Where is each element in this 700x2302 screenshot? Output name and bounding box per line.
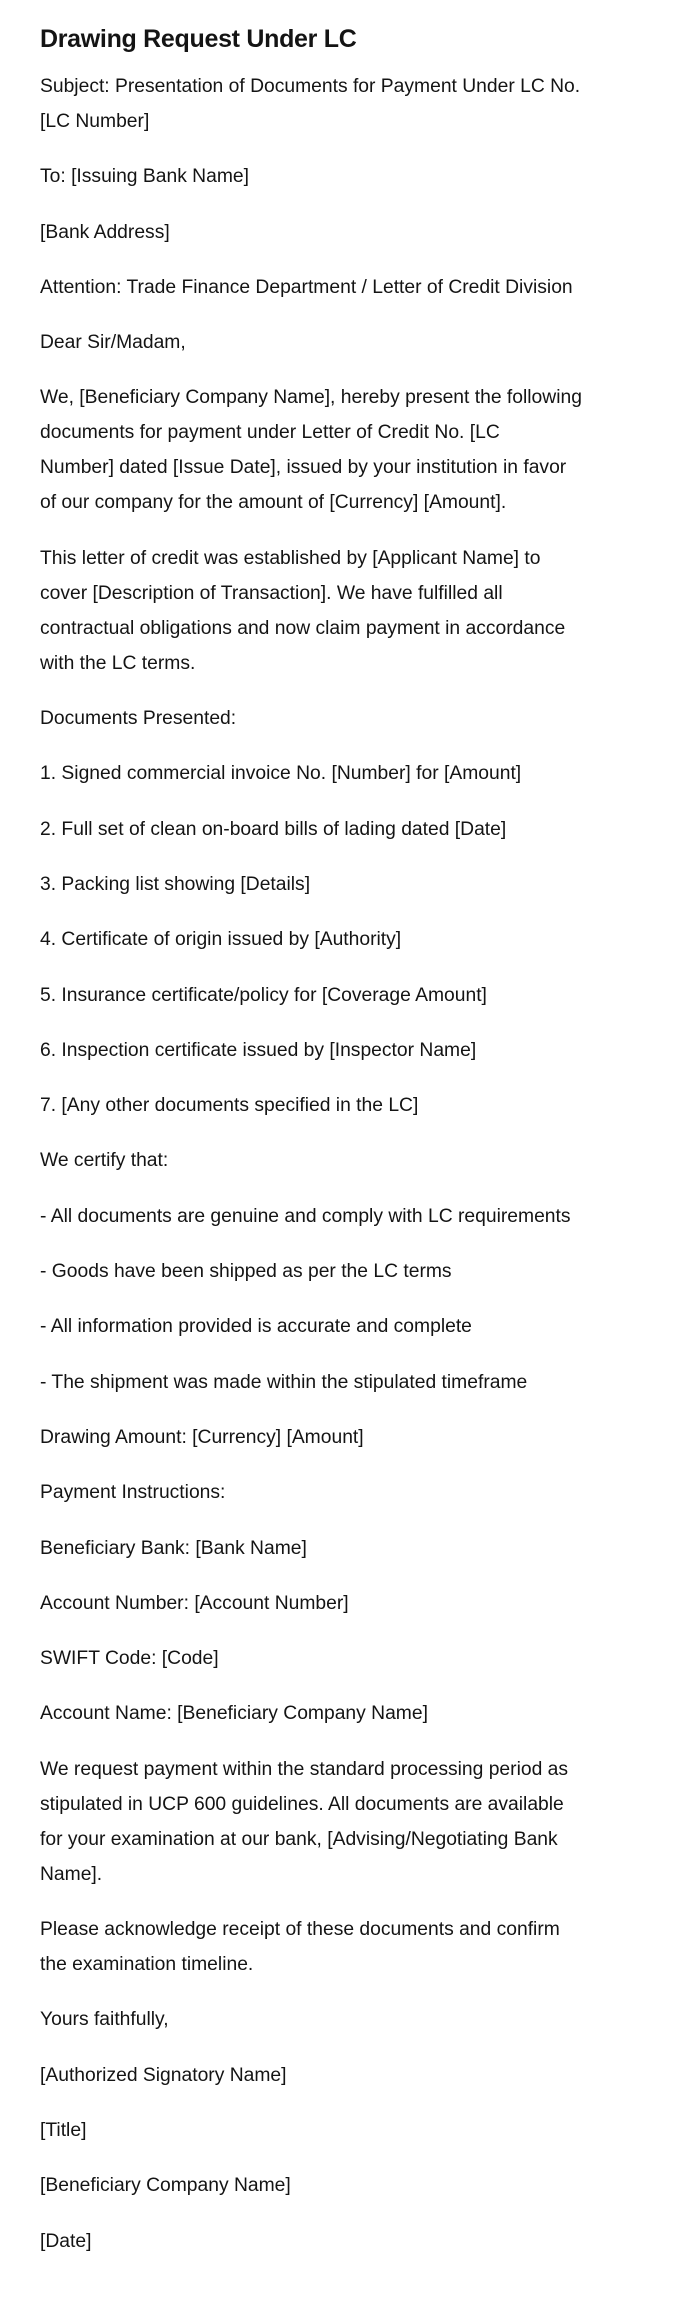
text-line: 3. Packing list showing [Details]	[40, 873, 311, 895]
text-line: Account Name: [Beneficiary Company Name]	[40, 1703, 428, 1725]
text-line: [LC Number]	[40, 111, 150, 132]
recipient-bank-name	[40, 159, 660, 194]
payment-request-paragraph	[40, 1752, 660, 1892]
text-line: - Goods have been shipped as per the LC terms	[40, 1261, 452, 1283]
letter-document	[40, 0, 660, 2279]
beneficiary-bank	[40, 1531, 660, 1566]
document-item-1	[40, 756, 660, 791]
text-line: We certify that:	[40, 1150, 169, 1172]
certification-item-1	[40, 1199, 660, 1234]
document-item-6	[40, 1033, 660, 1068]
salutation	[40, 325, 660, 360]
recipient-bank-address	[40, 215, 660, 250]
text-line: Drawing Amount: [Currency] [Amount]	[40, 1426, 364, 1448]
text-line: Account Number: [Account Number]	[40, 1592, 349, 1614]
certification-item-3	[40, 1309, 660, 1344]
text-line: contractual obligations and now claim payment in accordance	[40, 617, 566, 639]
text-line: Number] dated [Issue Date], issued by your institution in favor	[40, 457, 567, 479]
document-title: Drawing Request Under LC	[40, 25, 357, 53]
text-line: We, [Beneficiary Company Name], hereby present the following	[40, 387, 582, 409]
text-line: 1. Signed commercial invoice No. [Number] for [Amount]	[40, 763, 522, 785]
text-line: SWIFT Code: [Code]	[40, 1648, 219, 1670]
text-line: Yours faithfully,	[40, 2009, 169, 2031]
text-line: This letter of credit was established by [Applicant Name] to	[40, 547, 541, 569]
text-line: Subject: Presentation of Documents for Payment Under LC No.	[40, 76, 581, 97]
text-line: - All information provided is accurate and complete	[40, 1316, 472, 1338]
text-line: To: [Issuing Bank Name]	[40, 166, 249, 188]
text-line: stipulated in UCP 600 guidelines. All documents are available	[40, 1793, 564, 1815]
signature-date	[40, 2224, 660, 2259]
text-line: Beneficiary Bank: [Bank Name]	[40, 1537, 307, 1559]
text-line: 2. Full set of clean on-board bills of lading dated [Date]	[40, 818, 507, 840]
text-line: Name].	[40, 1863, 103, 1885]
acknowledgement-paragraph	[40, 1912, 660, 1982]
text-line: 6. Inspection certificate issued by [Inspector Name]	[40, 1039, 477, 1061]
document-item-7	[40, 1088, 660, 1123]
payment-instructions-heading	[40, 1475, 660, 1510]
documents-heading	[40, 701, 660, 736]
certification-item-2	[40, 1254, 660, 1289]
closing	[40, 2002, 660, 2037]
certification-item-4	[40, 1365, 660, 1400]
attention-line	[40, 270, 660, 305]
text-line: documents for payment under Letter of Credit No. [LC	[40, 422, 500, 444]
text-line: Dear Sir/Madam,	[40, 332, 186, 354]
signatory-company	[40, 2168, 660, 2203]
text-line: [Bank Address]	[40, 221, 170, 243]
document-item-5	[40, 978, 660, 1013]
text-line: [Beneficiary Company Name]	[40, 2175, 291, 2197]
text-line: 4. Certificate of origin issued by [Authority]	[40, 929, 402, 951]
account-name	[40, 1696, 660, 1731]
letter-body	[40, 69, 660, 2259]
text-line: Documents Presented:	[40, 708, 237, 730]
text-line: [Date]	[40, 2230, 92, 2252]
text-line: Please acknowledge receipt of these documents and confirm	[40, 1919, 560, 1941]
text-line: 5. Insurance certificate/policy for [Coverage Amount]	[40, 984, 487, 1006]
text-line: We request payment within the standard processing period as	[40, 1758, 569, 1780]
document-item-3	[40, 867, 660, 902]
intro-paragraph	[40, 380, 660, 520]
text-line: 7. [Any other documents specified in the LC]	[40, 1095, 419, 1117]
signatory-title	[40, 2113, 660, 2148]
text-line: - The shipment was made within the stipulated timeframe	[40, 1371, 528, 1393]
document-item-4	[40, 922, 660, 957]
text-line: - All documents are genuine and comply with LC requirements	[40, 1205, 571, 1227]
text-line: for your examination at our bank, [Advising/Negotiating Bank	[40, 1828, 558, 1850]
text-line: [Authorized Signatory Name]	[40, 2064, 287, 2086]
document-item-2	[40, 812, 660, 847]
text-line: Attention: Trade Finance Department / Letter of Credit Division	[40, 276, 573, 298]
signatory-name	[40, 2058, 660, 2093]
text-line: cover [Description of Transaction]. We have fulfilled all	[40, 582, 503, 604]
text-line: the examination timeline.	[40, 1954, 254, 1976]
text-line: Payment Instructions:	[40, 1482, 226, 1504]
text-line: of our company for the amount of [Currency] [Amount].	[40, 492, 507, 514]
drawing-amount	[40, 1420, 660, 1455]
text-line: with the LC terms.	[40, 652, 196, 674]
text-line: [Title]	[40, 2119, 87, 2141]
certification-heading	[40, 1143, 660, 1178]
background-paragraph	[40, 541, 660, 681]
account-number	[40, 1586, 660, 1621]
swift-code	[40, 1641, 660, 1676]
subject-line	[40, 69, 660, 139]
